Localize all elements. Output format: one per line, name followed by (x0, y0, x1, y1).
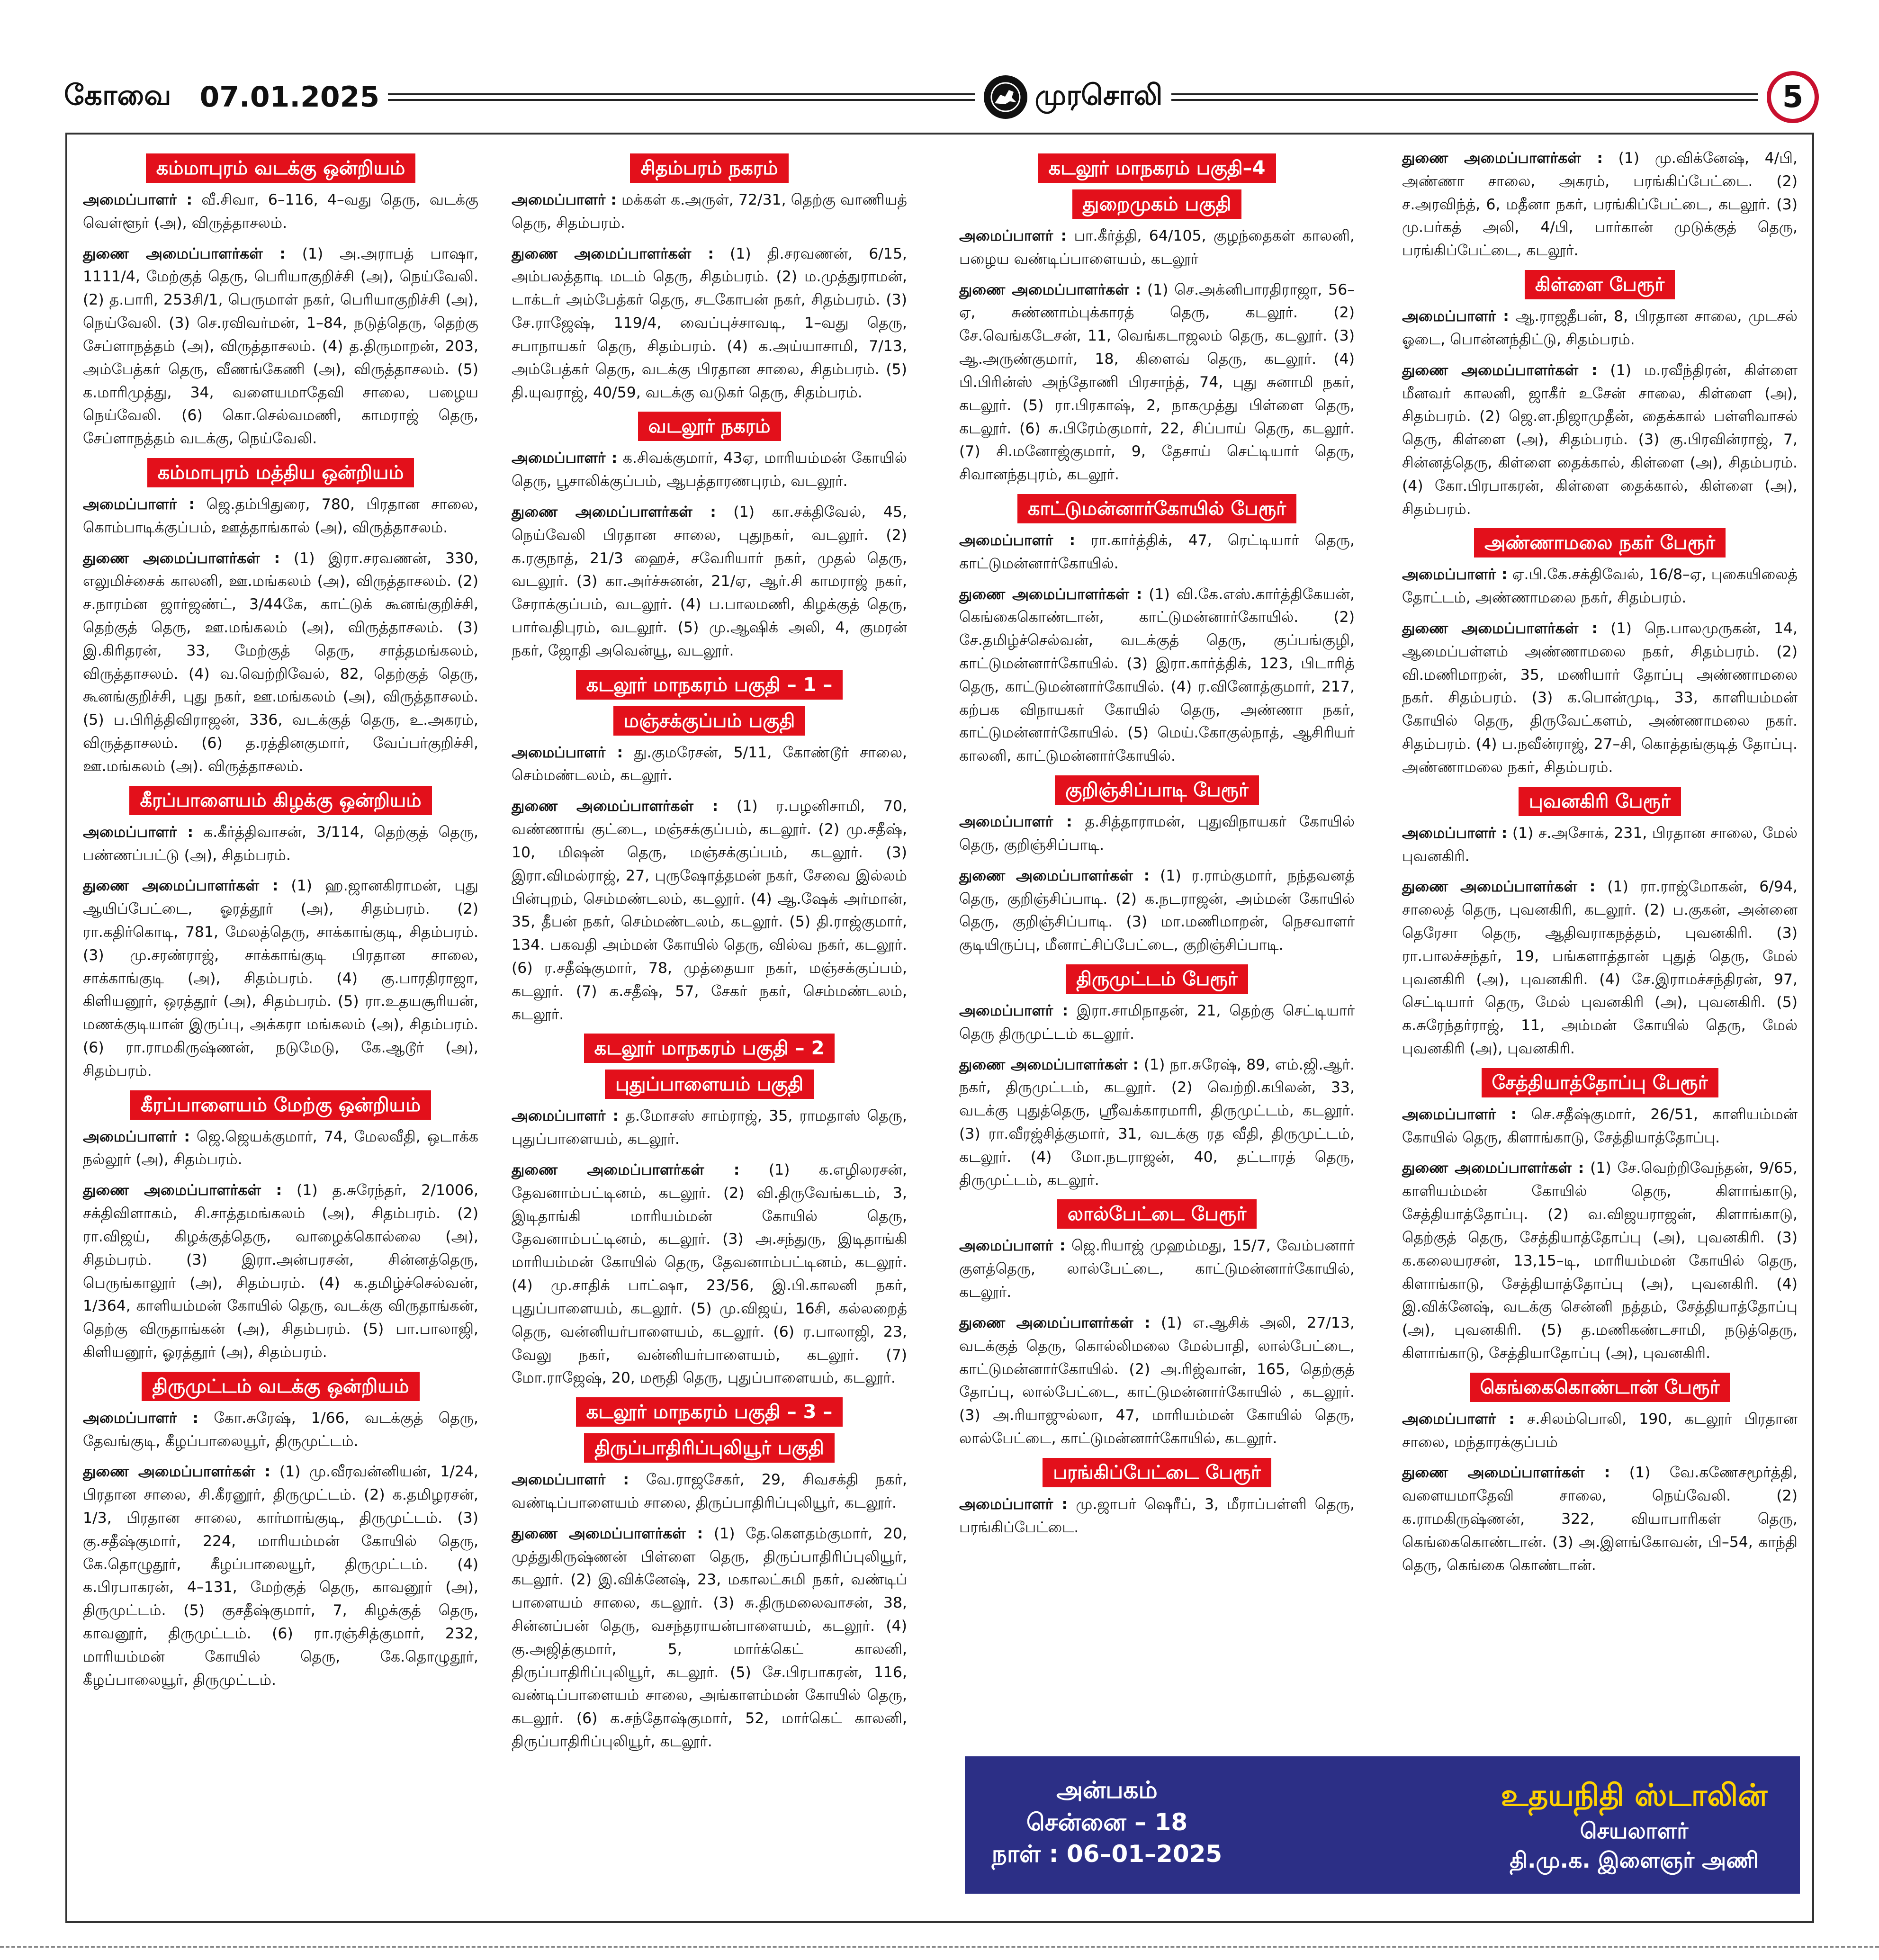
organiser-text: த.மோசஸ் சாம்ராஜ், 35, ராமதாஸ் தெரு, புதுப்பாளையம், கடலூர். (512, 1107, 907, 1148)
section (1402, 528, 1798, 779)
organiser-label: அமைப்பாளர் : (83, 1409, 199, 1427)
section-heading (83, 458, 478, 487)
section-heading-text: சிதம்பரம் நகரம் (630, 153, 788, 183)
deputies-label: துணை அமைப்பாளர்கள் : (959, 585, 1142, 603)
deputies-paragraph (83, 243, 478, 450)
deputies-label: துணை அமைப்பாளர்கள் : (83, 245, 286, 262)
banner-place1: அன்பகம் (1056, 1776, 1158, 1804)
section-heading-text: லால்பேட்டை பேரூர் (1057, 1199, 1257, 1229)
section-heading (512, 153, 907, 183)
section-heading-text: கிள்ளை பேரூர் (1525, 270, 1675, 299)
organiser-label: அமைப்பாளர் : (959, 1237, 1066, 1255)
signatory-role: செயலாளர் (1580, 1818, 1689, 1844)
deputies-text: (1) ர.பழனிசாமி, 70, வண்ணாங் குட்டை, மஞ்சக்குப்பம், கடலூர். (2) மு.சதீஷ், 10, மிஷன் தெரு, மஞ்சக்குப்பம், கடலூர். (3) இரா.விமல்ராஜ், 27, புருஷோத்தமன் நகர், சேவை இல்லம் பின்புறம், செம்மண்டலம், கடலூர். (4) ஆ.ஷேக் அர்மான், 35, தீபன் நகர், செம்மண்டலம், கடலூர். (5) தி.ராஜ்குமார், 134. பகவதி அம்மன் கோயில் தெரு, வில்வ நகர், கடலூர். (6) ர.சதீஷ்குமார், 78, முத்தையா நகர், மஞ்சக்குப்பம், கடலூர். (7) க.சதீஷ், 57, சேகர் நகர், செம்மண்டலம், கடலூர். (512, 798, 907, 1023)
section-heading-text: கீரப்பாளையம் கிழக்கு ஒன்றியம் (129, 786, 432, 815)
section-heading-text: கீரப்பாளையம் மேற்கு ஒன்றியம் (130, 1090, 431, 1120)
section-heading (959, 494, 1355, 523)
deputies-label: துணை அமைப்பாளர்கள் : (1402, 1464, 1610, 1482)
section-heading (1402, 1068, 1798, 1097)
organiser-paragraph (1402, 822, 1798, 868)
deputies-text: (1) இரா.சரவணன், 330, எலுமிச்சைக் காலனி, ஊ.மங்கலம் (அ), விருத்தாசலம். (2) ச.நாரம்ன ஜார்ஜண்ட், 3/44கே, காட்டுக் கூனங்குறிச்சி, தெற்குத் தெரு, ஊ.மங்கலம் (அ), விருத்தாசலம். (3) இ.கிரிதரன், 33, மேற்குத் தெரு, சாத்தமங்கலம், விருத்தாசலம். (4) வ.வெற்றிவேல், 82, தெற்குத் தெரு, கூனங்குறிச்சி, புது நகர், ஊ.மங்கலம் (அ), விருத்தாசலம். (5) ப.பிரித்திவிராஜன், 336, வடக்குத் தெரு, உ.அகரம், விருத்தாசலம். (6) த.ரத்தினகுமார், வேப்பர்குறிச்சி, ஊ.மங்கலம் (அ). விருத்தாசலம். (83, 549, 478, 775)
section-heading-text: வடலூர் நகரம் (638, 412, 781, 441)
organiser-label: அமைப்பாளர் : (959, 1002, 1069, 1019)
column-1 (83, 147, 478, 1699)
organiser-text: ஜெ.ஜெயக்குமார், 74, மேலவீதி, ஒடாக்க நல்லூர் (அ), சிதம்பரம். (83, 1128, 478, 1169)
deputies-text: (1) ம.ரவீந்திரன், கிள்ளை மீனவர் காலனி, ஜாகீர் உசேன் சாலை, கிள்ளை (அ), சிதம்பரம். (2) ஜெ.ள.நிஜாமுதீன், தைக்கால் பள்ளிவாசல் தெரு, கிள்ளை (அ), சிதம்பரம். (3) கு.பிரவின்ராஜ், 7, சின்னத்தெரு, கிள்ளை தைக்கால், கிள்ளை (அ), சிதம்பரம். (4) கோ.பிரபாகரன், கிள்ளை தைக்கால், கிள்ளை (அ), சிதம்பரம். (1402, 361, 1798, 518)
deputies-text: (1) க.எழிலரசன், தேவனாம்பட்டினம், கடலூர். (2) வி.திருவேங்கடம், 3, இடிதாங்கி மாரியம்மன் கோயில் தெரு, தேவனாம்பட்டினம், கடலூர். (3) அ.சந்துரு, இடிதாங்கி மாரியம்மன் கோயில் தெரு, தேவனாம்பட்டினம், கடலூர். (4) மு.சாதிக் பாட்ஷா, 23/56, இ.பி.காலனி நகர், புதுப்பாளையம், கடலூர். (5) மு.விஜய், 16சி, கல்லறைத் தெரு, வன்னியர்பாளையம், கடலூர். (6) ர.பாலாஜி, 23, வேலு நகர், வன்னியர்பாளையம், கடலூர். (7) மோ.ராஜேஷ், 20, மரூதி தெரு, புதுப்பாளையம், கடலூர். (512, 1161, 907, 1387)
organiser-label: அமைப்பாளர் : (959, 1495, 1068, 1513)
deputies-label: துணை அமைப்பாளர்கள் : (959, 281, 1142, 298)
section (1402, 1068, 1798, 1365)
deputies-label: துணை அமைப்பாளர்கள் : (959, 867, 1150, 884)
section (512, 153, 907, 404)
deputies-label: துணை அமைப்பாளர்கள் : (1402, 1160, 1584, 1177)
organiser-label: அமைப்பாளர் : (512, 1107, 619, 1125)
organiser-text: மு.ஜாபர் ஷெரீப், 3, மீராப்பள்ளி தெரு, பரங்கிப்பேட்டை. (959, 1495, 1355, 1536)
organiser-paragraph (83, 1125, 478, 1172)
section-heading (959, 189, 1355, 219)
organiser-label: அமைப்பாளர் : (512, 744, 623, 761)
deputies-label: துணை அமைப்பாளர்கள் : (512, 503, 716, 521)
deputies-text: (1) எ.ஆசிக் அலி, 27/13, வடக்குத் தெரு, கொல்லிமலை மேல்பாதி, லால்பேட்டை, காட்டுமன்னார்கோயில். (2) அ.ரிஜ்வான், 165, தெற்குத் தோப்பு, லால்பேட்டை, காட்டுமன்னார்கோயில் , கடலூர். (3) அ.ரியாஜுல்லா, 47, மாரியம்மன் கோயில் தெரு, லால்பேட்டை, காட்டுமன்னார்கோயில், கடலூர். (959, 1314, 1355, 1447)
section-heading (83, 1090, 478, 1120)
deputies-paragraph (1402, 1461, 1798, 1577)
deputies-text: (1) வி.கே.எஸ்.கார்த்திகேயன், கெங்கைகொண்டான், காட்டுமன்னார்கோயில். (2) சே.தமிழ்ச்செல்வன், வடக்குத் தெரு, குப்பங்குழி, காட்டுமன்னார்கோயில். (3) இரா.கார்த்திக், 123, பிடாரித் தெரு, காட்டுமன்னார்கோயில். (4) ர.வினோத்குமார், 217, கற்பக விநாயகர் கோயில் தெரு, அண்ணா நகர், காட்டுமன்னார்கோயில். (5) மெய்.கோகுல்நாத், ஆசிரியர் காலனி, காட்டுமன்னார்கோயில். (959, 585, 1355, 765)
organiser-text: க.கீர்த்திவாசன், 3/114, தெற்குத் தெரு, பண்ணப்பட்டு (அ), சிதம்பரம். (83, 823, 478, 864)
deputies-label: துணை அமைப்பாளர்கள் : (1402, 361, 1598, 379)
section-heading (959, 775, 1355, 805)
organiser-text: ஜெ.தம்பிதுரை, 780, பிரதான சாலை, கொம்பாடிக்குப்பம், ஊத்தாங்கால் (அ), விருத்தாசலம். (83, 495, 478, 536)
section-heading-text: கடலூர் மாநகரம் பகுதி – 1 – (576, 670, 843, 700)
signature-banner (965, 1756, 1800, 1894)
paper-emblem-icon (984, 75, 1027, 119)
section-heading-text: காட்டுமன்னார்கோயில் பேரூர் (1017, 494, 1296, 523)
section-heading (512, 1070, 907, 1099)
section (83, 458, 478, 778)
section-heading (83, 786, 478, 815)
organiser-label: அமைப்பாளர் : (959, 531, 1076, 549)
deputies-paragraph (1402, 1157, 1798, 1365)
organiser-text: இரா.சாமிநாதன், 21, தெற்கு செட்டியார் தெரு திருமுட்டம் கடலூர். (959, 1002, 1355, 1043)
section-heading (1402, 787, 1798, 816)
paper-logo (984, 75, 1163, 119)
section-heading-text: கெங்கைகொண்டான் பேரூர் (1470, 1373, 1730, 1402)
deputies-paragraph (959, 583, 1355, 768)
deputies-paragraph (512, 1522, 907, 1753)
deputies-text: (1) மு.வீரவன்னியன், 1/24, பிரதான சாலை, சி.கீரனூர், திருமுட்டம். (2) க.தமிழரசன், 1/3, பிரதான சாலை, கார்மாங்குடி, திருமுட்டம். (3) கு.சதீஷ்குமார், 224, மாரியம்மன் கோயில் தெரு, கே.தொழுதூர், கீழப்பாலையூர், திருமுட்டம். (4) க.பிரபாகரன், 4–131, மேற்குத் தெரு, காவனூர் (அ), திருமுட்டம். (5) குசதீஷ்குமார், 7, கிழக்குத் தெரு, காவனூர், திருமுட்டம். (6) ரா.ரஞ்சித்குமார், 232, மாரியம்மன் கோயில் தெரு, கே.தொழுதூர், கீழப்பாலையூர், திருமுட்டம். (83, 1463, 478, 1689)
section (959, 1199, 1355, 1450)
edition-city: கோவை (64, 79, 171, 112)
organiser-label: அமைப்பாளர் : (959, 813, 1072, 831)
organiser-text: ஆ.ராஜதீபன், 8, பிரதான சாலை, முடசல் ஓடை, பொன்னந்திட்டு, சிதம்பரம். (1402, 308, 1798, 348)
deputies-label: துணை அமைப்பாளர்கள் : (512, 798, 719, 815)
deputies-paragraph (1402, 617, 1798, 779)
deputies-label: துணை அமைப்பாளர்கள் : (83, 549, 280, 567)
section-heading (1402, 528, 1798, 557)
deputies-text: (1) சே.வெற்றிவேந்தன், 9/65, காளியம்மன் கோயில் தெரு, கிளாங்காடு, சேத்தியாத்தோப்பு. (2) வ.விஜயராஜன், கிளாங்காடு, தெற்குத் தெரு, சேத்தியாத்தோப்பு (அ), புவனகிரி. (3) க.கலையரசன், 13,15–டி, மாரியம்மன் கோயில் தெரு, கிளாங்காடு, சேத்தியாத்தோப்பு (அ), புவனகிரி. (4) இ.விக்னேஷ், வடக்கு சென்னி நத்தம், சேத்தியாத்தோப்பு (அ), புவனகிரி. (5) த.மணிகண்டசாமி, நடுத்தெரு, கிளாங்காடு, சேத்தியாதோப்பு (அ), புவனகிரி. (1402, 1160, 1798, 1362)
organiser-text: (1) ச.அசோக், 231, பிரதான சாலை, மேல் புவனகிரி. (1402, 824, 1798, 865)
deputies-paragraph (83, 547, 478, 778)
deputies-label: துணை அமைப்பாளர்கள் : (1402, 620, 1598, 637)
paper-name: முரசொலி (1034, 79, 1163, 112)
section-heading-text: துறைமுகம் பகுதி (1072, 189, 1242, 219)
organiser-paragraph (1402, 563, 1798, 610)
organiser-paragraph (959, 1493, 1355, 1539)
organiser-paragraph (512, 741, 907, 788)
deputies-paragraph (1402, 875, 1798, 1061)
organiser-paragraph (1402, 1408, 1798, 1454)
organiser-text: ஏ.பி.கே.சக்திவேல், 16/8–ஏ, புகையிலைத் தோட்டம், அண்ணாமலை நகர், சிதம்பரம். (1402, 566, 1798, 607)
edition-date: 07.01.2025 (199, 81, 380, 114)
deputies-paragraph (83, 1179, 478, 1364)
section-heading (512, 670, 907, 700)
deputies-paragraph (512, 1159, 907, 1390)
organiser-label: அமைப்பாளர் : (512, 191, 617, 208)
organiser-text: பா.கீர்த்தி, 64/105, குழந்தைகள் காலனி, பழைய வண்டிப்பாளையம், கடலூர் (959, 227, 1355, 268)
section (512, 1397, 907, 1753)
organiser-text: செ.சதீஷ்குமார், 26/51, காளியம்மன் கோயில் தெரு, கிளாங்காடு, சேத்தியாத்தோப்பு. (1402, 1106, 1798, 1146)
section-heading (83, 1372, 478, 1401)
organiser-paragraph (512, 189, 907, 235)
deputies-paragraph (959, 279, 1355, 486)
organiser-label: அமைப்பாளர் : (83, 1128, 190, 1145)
section-heading (959, 1458, 1355, 1487)
organiser-text: ச.சிலம்பொலி, 190, கடலூர் பிரதான சாலை, மந்தாரக்குப்பம் (1402, 1410, 1798, 1451)
deputies-label: துணை அமைப்பாளர்கள் : (1402, 878, 1596, 896)
banner-place2: சென்னை – 18 (1026, 1808, 1188, 1836)
organiser-text: வீ.சிவா, 6–116, 4–வது தெரு, வடக்கு வெள்ளூர் (அ), விருத்தாசலம். (83, 191, 478, 232)
section (1402, 270, 1798, 521)
organiser-paragraph (1402, 1103, 1798, 1150)
organiser-label: அமைப்பாளர் : (512, 450, 618, 467)
banner-place-date (984, 1774, 1230, 1870)
organiser-text: மக்கள் க.அருள், 72/31, தெற்கு வாணியத் தெரு, சிதம்பரம். (512, 191, 907, 232)
organiser-text: ஜெ.ரியாஜ் முஹம்மது, 15/7, வேம்பனார் குளத்தெரு, லால்பேட்டை, காட்டுமன்னார்கோயில், கடலூர். (959, 1237, 1355, 1301)
section-heading-text: கம்மாபுரம் வடக்கு ஒன்றியம் (146, 153, 416, 183)
signatory-name: உதயநிதி ஸ்டாலின் (1501, 1778, 1768, 1813)
deputies-text: (1) ர.ராம்குமார், நந்தவனத் தெரு, குறிஞ்சிப்பாடி. (2) க.நடராஜன், அம்மன் கோயில் தெரு, குறிஞ்சிப்பாடி. (3) மா.மணிமாறன், நெசவாளர் குடியிருப்பு, மீனாட்சிப்பேட்டை, குறிஞ்சிப்பாடி. (959, 867, 1355, 954)
deputies-text: (1) த.சுரேந்தர், 2/1006, சக்திவிளாகம், சி.சாத்தமங்கலம் (அ), சிதம்பரம். (2) ரா.விஜய், கிழக்குத்தெரு, வாழைக்கொல்லை (அ), சிதம்பரம். (3) இரா.அன்பரசன், சின்னத்தெரு, பெருங்காலூர் (அ), சிதம்பரம். (4) க.தமிழ்ச்செல்வன், 1/364, காளியம்மன் கோயில் தெரு, வடக்கு விருதாங்கன், தெற்கு விருதாங்கன் (அ), சிதம்பரம். (5) பா.பாலாஜி, கிளியனூர், ஓரத்தூர் (அ), சிதம்பரம். (83, 1182, 478, 1361)
section-heading (1402, 1373, 1798, 1402)
deputies-label: துணை அமைப்பாளர்கள் : (83, 1182, 282, 1199)
section (83, 1090, 478, 1364)
section (83, 786, 478, 1083)
section-heading-text: திருப்பாதிரிப்புலியூர் பகுதி (584, 1433, 834, 1463)
column-3 (959, 147, 1355, 1546)
deputies-paragraph (959, 1312, 1355, 1450)
deputies-label: துணை அமைப்பாளர்கள் : (512, 1161, 740, 1178)
organiser-label: அமைப்பாளர் : (83, 191, 193, 208)
section (959, 775, 1355, 957)
organiser-paragraph (959, 225, 1355, 271)
organiser-paragraph (959, 999, 1355, 1046)
section-heading-text: குறிஞ்சிப்பாடி பேரூர் (1055, 775, 1259, 805)
organiser-text: ரா.கார்த்திக், 47, ரெட்டியார் தெரு, காட்டுமன்னார்கோயில். (959, 531, 1355, 572)
deputies-paragraph (512, 795, 907, 1026)
section-heading-text: அண்ணாமலை நகர் பேரூர் (1474, 528, 1726, 557)
section (1402, 1373, 1798, 1577)
section (959, 494, 1355, 768)
deputies-paragraph (1402, 147, 1798, 262)
section (83, 1372, 478, 1692)
deputies-text: (1) ஹ.ஜானகிராமன், புது ஆயிப்பேட்டை, ஓரத்தூர் (அ), சிதம்பரம். (2) ரா.கதிர்கொடி, 781, மேலத்தெரு, சாக்காங்குடி, சிதம்பரம். (3) மு.சரண்ராஜ், சாக்காங்குடி பிரதான சாலை, சாக்காங்குடி (அ), சிதம்பரம். (4) கு.பாரதிராஜா, கிளியனூர், ஒரத்தூர் (அ), சிதம்பரம். (5) ரா.உதயசூரியன், மணக்குடியான் இருப்பு, அக்கரா மங்கலம் (அ), சிதம்பரம். (6) ரா.ராமகிருஷ்ணன், நடுமேடு, கே.ஆடூர் (அ), சிதம்பரம். (83, 877, 478, 1079)
organiser-text: து.குமரேசன், 5/11, கோண்டூர் சாலை, செம்மண்டலம், கடலூர். (512, 744, 907, 784)
section (959, 964, 1355, 1192)
deputies-label: துணை அமைப்பாளர்கள் : (959, 1314, 1151, 1331)
section-heading (512, 1433, 907, 1463)
organiser-label: அமைப்பாளர் : (1402, 1106, 1517, 1123)
section-heading (959, 153, 1355, 183)
section-heading-text: புதுப்பாளையம் பகுதி (605, 1070, 814, 1099)
deputies-paragraph (512, 243, 907, 405)
column-2 (512, 147, 907, 1761)
deputies-label: துணை அமைப்பாளர்கள் : (83, 1463, 271, 1481)
organiser-text: வே.ராஜசேகர், 29, சிவசக்தி நகர், வண்டிப்பாளையம் சாலை, திருப்பாதிரிப்புலியூர், கடலூர். (512, 1471, 907, 1511)
column-4 (1402, 147, 1798, 1584)
masthead (64, 71, 1819, 123)
deputies-paragraph (83, 1460, 478, 1691)
deputies-text: (1) அ.அராபத் பாஷா, 1111/4, மேற்குத் தெரு, பெரியாகுறிச்சி (அ), நெய்வேலி. (2) த.பாரி, 253சி/1, பெருமாள் நகர், பெரியாகுறிச்சி (அ), நெய்வேலி. (3) செ.ரவிவர்மன், 1–84, நடுத்தெரு, தெற்கு சேப்ளாநத்தம் (அ), விருத்தாசலம். (4) த.திருமாறன், 203, அம்பேத்கர் தெரு, வீணங்கேணி (அ), விருத்தாசலம். (5) க.மாரிமுத்து, 34, வளையமாதேவி சாலை, பழைய நெய்வேலி. (6) கொ.செல்வமணி, காமராஜ் தெரு, சேப்ளாநத்தம் வடக்கு, நெய்வேலி. (83, 245, 478, 448)
organiser-paragraph (512, 1105, 907, 1151)
section-heading-text: கடலூர் மாநகரம் பகுதி – 3 – (576, 1397, 843, 1427)
organiser-paragraph (1402, 305, 1798, 351)
section-heading (83, 153, 478, 183)
organiser-label: அமைப்பாளர் : (1402, 1410, 1515, 1428)
deputies-text: (1) நெ.பாலமுருகன், 14, ஆமைப்பள்ளம் அண்ணாமலை நகர், சிதம்பரம். (2) வி.மணிமாறன், 35, மணியார் தோப்பு அண்ணாமலை நகர். சிதம்பரம். (3) க.பொன்முடி, 33, காளியம்மன் கோயில் தெரு, திருவேட்களம், அண்ணாமலை நகர். சிதம்பரம். (4) ப.நவீன்ராஜ், 27–சி, கொத்தங்குடித் தோப்பு. அண்ணாமலை நகர், சிதம்பரம். (1402, 620, 1798, 776)
section-heading (512, 412, 907, 441)
organiser-paragraph (512, 447, 907, 493)
masthead-rule-left (388, 93, 975, 101)
deputies-text: (1) ரா.ராஜ்மோகன், 6/94, சாலைத் தெரு, புவனகிரி, கடலூர். (2) ப.குகன், அன்னை தெரேசா தெரு, ஆதிவராகநத்தம், புவனகிரி. (3) ரா.பாலச்சந்தர், 19, பங்களாத்தான் புதுத் தெரு, மேல் புவனகிரி (அ), புவனகிரி. (4) சே.இராமச்சந்திரன், 97, செட்டியார் தெரு, மேல் புவனகிரி (அ), புவனகிரி. (5) க.சுரேந்தர்ராஜ், 11, அம்மன் கோயில் தெரு, மேல் புவனகிரி (அ), புவனகிரி. (1402, 878, 1798, 1057)
deputies-paragraph (959, 1053, 1355, 1192)
deputies-text: (1) மு.விக்னேஷ், 4/பி, அண்ணா சாலை, அகரம், பரங்கிப்பேட்டை. (2) ச.அரவிந்த், 6, மதீனா நகர், பரங்கிப்பேட்டை, கடலூர். (3) மு.பர்கத் அலி, 4/பி, பார்கான் முடுக்குத் தெரு, பரங்கிப்பேட்டை, கடலூர். (1402, 150, 1798, 260)
section (959, 153, 1355, 486)
section-heading-text: சேத்தியாத்தோப்பு பேரூர் (1482, 1068, 1718, 1097)
organiser-paragraph (959, 529, 1355, 575)
organiser-label: அமைப்பாளர் : (83, 823, 194, 841)
section-heading-text: மஞ்சக்குப்பம் பகுதி (613, 706, 806, 736)
deputies-paragraph (512, 501, 907, 663)
deputies-text: (1) தி.சரவணன், 6/15, அம்பலத்தாடி மடம் தெரு, சிதம்பரம். (2) ம.முத்துராமன், டாக்டர் அம்பேத்கர் தெரு, சடகோபன் நகர், சிதம்பரம். (3) சே.ராஜேஷ், 119/4, வைப்புச்சாவடி, 1–வது தெரு, சபாநாயகர் தெரு, சிதம்பரம். (4) க.அய்யாசாமி, 7/13, அம்பேத்கர் தெரு, வடக்கு பிரதான சாலை, சிதம்பரம். (5) தி.யுவராஜ், 40/59, வடக்கு வடுகர் தெரு, சிதம்பரம். (512, 245, 907, 401)
deputies-text: (1) தே.கௌதம்குமார், 20, முத்துகிருஷ்ணன் பிள்ளை தெரு, திருப்பாதிரிப்புலியூர், கடலூர். (2) இ.விக்னேஷ், 23, மகாலட்சுமி நகர், வண்டிப் பாளையம் சாலை, கடலூர். (3) சு.திருமலைவாசன், 38, சின்னப்பன் தெரு, வசந்தராயன்பாளையம், கடலூர். (4) கு.அஜித்குமார், 5, மார்க்கெட் காலனி, திருப்பாதிரிப்புலியூர், கடலூர். (5) சே.பிரபாகரன், 116, வண்டிப்பாளையம் சாலை, அங்காளம்மன் கோயில் தெரு, கடலூர். (6) க.சந்தோஷ்குமார், 52, மார்கெட் காலனி, திருப்பாதிரிப்புலியூர், கடலூர். (512, 1525, 907, 1751)
section (1402, 787, 1798, 1061)
section-heading-text: திருமுட்டம் பேரூர் (1066, 964, 1248, 994)
deputies-text: (1) நா.சுரேஷ், 89, எம்.ஜி.ஆர். நகர், திருமுட்டம், கடலூர். (2) வெற்றி.கபிலன், 33, வடக்கு புதுத்தெரு, ஸ்ரீவக்காரமாரி, திருமுட்டம், கடலூர். (3) ரா.வீரஜ்சித்குமார், 31, வடக்கு ரத வீதி, திருமுட்டம், கடலூர். (4) மோ.நடராஜன், 40, தட்டாரத் தெரு, திருமுட்டம், கடலூர். (959, 1056, 1355, 1189)
section-heading (1402, 270, 1798, 299)
section (512, 1034, 907, 1390)
bottom-cut-rule (0, 1946, 1879, 1948)
section-heading-text: கடலூர் மாநகரம் பகுதி – 2 (584, 1034, 835, 1063)
section-heading (512, 1034, 907, 1063)
deputies-label: துணை அமைப்பாளர்கள் : (512, 1525, 703, 1542)
signatory-org: தி.மு.க. இளைஞர் அணி (1510, 1847, 1759, 1873)
organiser-paragraph (512, 1468, 907, 1515)
section (512, 670, 907, 1026)
organiser-paragraph (959, 1234, 1355, 1304)
deputies-text: (1) செ.அக்னிபாரதிராஜா, 56–ஏ, சுண்ணாம்புக்காரத் தெரு, கடலூர். (2) சே.வெங்கடேசன், 11, வெங்கடாஜலம் தெரு, கடலூர். (3) ஆ.அருண்குமார், 18, கிளைவ் தெரு, கடலூர். (4) பி.பிரின்ஸ் அந்தோணி பிரசாந்த், 74, புது சுனாமி நகர், கடலூர். (5) ரா.பிரகாஷ், 2, நாகமுத்து பிள்ளை தெரு, கடலூர். (6) சு.பிரேம்குமார், 22, சிப்பாய் தெரு, கடலூர். (7) சி.மனோஜ்குமார், 9, தேசாய் செட்டியார் தெரு, சிவானந்தபுரம், கடலூர். (959, 281, 1355, 484)
organiser-paragraph (83, 821, 478, 867)
section (83, 153, 478, 450)
deputies-paragraph (959, 864, 1355, 957)
organiser-label: அமைப்பாளர் : (83, 495, 195, 513)
section-heading-text: புவனகிரி பேரூர் (1519, 787, 1681, 816)
organiser-paragraph (83, 493, 478, 539)
banner-date: நாள் : 06–01–2025 (991, 1840, 1223, 1868)
organiser-text: த.சித்தாராமன், புதுவிநாயகர் கோயில் தெரு, குறிஞ்சிப்பாடி. (959, 813, 1355, 854)
deputies-label: துணை அமைப்பாளர்கள் : (1402, 150, 1603, 167)
deputies-label: துணை அமைப்பாளர்கள் : (959, 1056, 1139, 1073)
organiser-label: அமைப்பாளர் : (512, 1471, 629, 1489)
section-heading (959, 1199, 1355, 1229)
section (512, 412, 907, 662)
organiser-label: அமைப்பாளர் : (959, 227, 1067, 244)
deputies-text: (1) வே.கணேசமூர்த்தி, வளையமாதேவி சாலை, நெய்வேலி. (2) க.ராமகிருஷ்ணன், 322, வியாபாரிகள் தெரு, கெங்கைகொண்டான். (3) அ.இளங்கோவன், பி–54, காந்தி தெரு, கெங்கை கொண்டான். (1402, 1464, 1798, 1574)
section-heading-text: பரங்கிப்பேட்டை பேரூர் (1043, 1458, 1271, 1487)
section (1402, 147, 1798, 262)
organiser-label: அமைப்பாளர் : (1402, 566, 1508, 584)
organiser-paragraph (83, 189, 478, 235)
organiser-text: க.சிவக்குமார், 43ஏ, மாரியம்மன் கோயில் தெரு, பூசாலிக்குப்பம், ஆபத்தாரணபுரம், வடலூர். (512, 450, 907, 490)
organiser-label: அமைப்பாளர் : (1402, 308, 1509, 325)
deputies-label: துணை அமைப்பாளர்கள் : (512, 245, 714, 262)
banner-signatory (1487, 1775, 1781, 1875)
organiser-text: கோ.சுரேஷ், 1/66, வடக்குத் தெரு, தேவங்குடி, கீழப்பாலையூர், திருமுட்டம். (83, 1409, 478, 1450)
deputies-paragraph (83, 874, 478, 1082)
section-heading (512, 706, 907, 736)
masthead-rule-right (1171, 93, 1758, 101)
section-heading-text: கம்மாபுரம் மத்திய ஒன்றியம் (147, 458, 414, 487)
deputies-label: துணை அமைப்பாளர்கள் : (83, 877, 279, 895)
section (959, 1458, 1355, 1539)
deputies-paragraph (1402, 359, 1798, 521)
organiser-paragraph (83, 1407, 478, 1453)
section-heading (959, 964, 1355, 994)
organiser-paragraph (959, 810, 1355, 857)
section-heading (512, 1397, 907, 1427)
page-number: 5 (1767, 71, 1819, 123)
section-heading-text: கடலூர் மாநகரம் பகுதி–4 (1038, 153, 1276, 183)
deputies-text: (1) கா.சக்திவேல், 45, நெய்வேலி பிரதான சாலை, புதுநகர், வடலூர். (2) க.ரகுநாத், 21/3 ஹைச், சவேரியார் நகர், முதல் தெரு, வடலூர். (3) கா.அர்ச்சுனன், 21/ஏ, ஆர்.சி காமராஜ் நகர், சேராக்குப்பம், வடலூர். (4) ப.பாலமணி, கிழக்குத் தெரு, பார்வதிபுரம், வடலூர். (5) மு.ஆஷிக் அலி, 4, குமரன் நகர், ஜோதி அவென்யூ, வடலூர். (512, 503, 907, 659)
organiser-label: அமைப்பாளர் : (1402, 824, 1508, 842)
section-heading-text: திருமுட்டம் வடக்கு ஒன்றியம் (142, 1372, 419, 1401)
